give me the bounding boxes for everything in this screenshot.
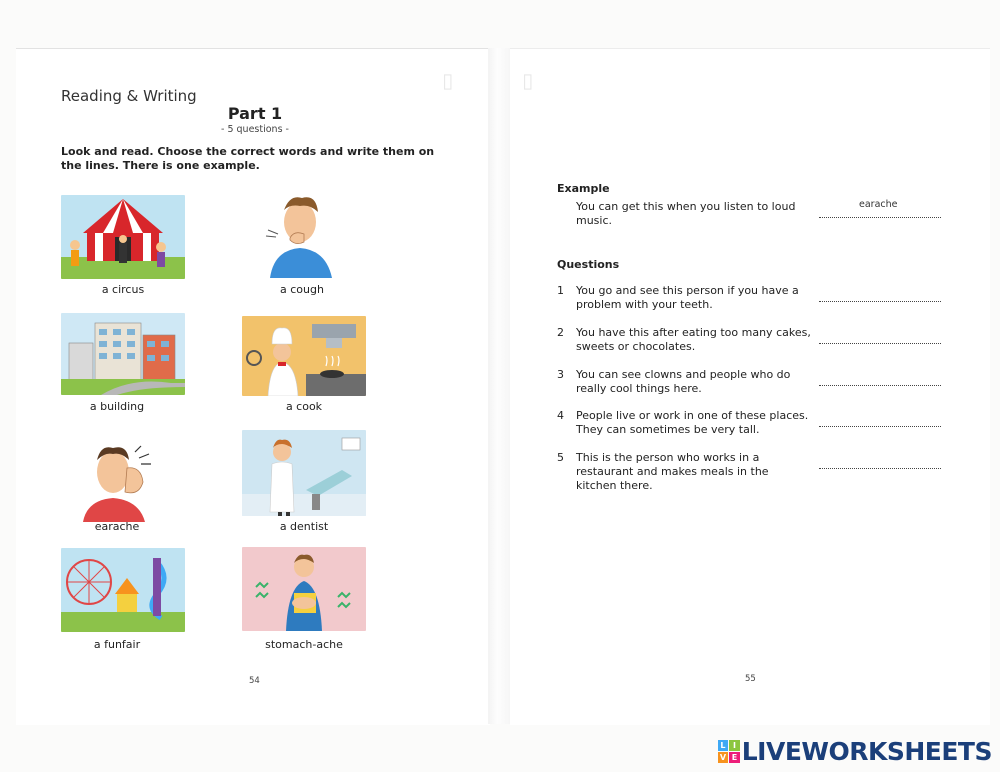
logo-letter: E xyxy=(729,752,740,763)
part-title: Part 1 xyxy=(227,104,283,123)
show-through-text: ▭ xyxy=(437,72,462,92)
question-row xyxy=(557,368,957,398)
answer-input[interactable] xyxy=(819,331,941,344)
example-text: You can get this when you listen to loud music. xyxy=(576,200,796,227)
picture-caption: a funfair xyxy=(93,638,141,651)
logo-letter: V xyxy=(718,752,729,763)
funfair-picture xyxy=(61,548,185,632)
question-text: You have this after eating too many cakes, sweets or chocolates. xyxy=(576,326,811,353)
earache-picture xyxy=(79,438,155,522)
question-row xyxy=(557,284,957,314)
question-number: 2 xyxy=(557,326,564,339)
answer-input[interactable] xyxy=(819,373,941,386)
liveworksheets-logo-icon xyxy=(718,740,740,762)
question-row xyxy=(557,451,957,492)
logo-letter: I xyxy=(729,740,740,751)
example-answer-line xyxy=(819,199,941,218)
section-label: Reading & Writing xyxy=(61,87,197,105)
dentist-picture xyxy=(242,430,366,516)
page-number: 55 xyxy=(745,674,756,684)
show-through-text: ▭ xyxy=(517,72,542,92)
question-number: 3 xyxy=(557,368,564,381)
question-text: People live or work in one of these places. They can sometimes be very tall. xyxy=(576,409,809,436)
instructions: Look and read. Choose the correct words and write them on the lines. There is one example. xyxy=(61,145,435,172)
example-heading: Example xyxy=(557,182,610,195)
picture-caption: a cough xyxy=(280,283,324,296)
picture-caption: stomach-ache xyxy=(265,638,343,651)
picture-caption: earache xyxy=(94,520,140,533)
question-number: 5 xyxy=(557,451,564,464)
answer-input[interactable] xyxy=(819,456,941,469)
page-number: 54 xyxy=(249,676,260,686)
answer-input[interactable] xyxy=(819,414,941,427)
question-number: 4 xyxy=(557,409,564,422)
part-subtitle: - 5 questions - xyxy=(221,124,289,135)
cook-picture xyxy=(242,316,366,396)
picture-caption: a circus xyxy=(101,283,145,296)
logo-letter: L xyxy=(718,740,729,751)
question-row xyxy=(557,326,957,356)
questions-heading: Questions xyxy=(557,258,620,271)
answer-input[interactable] xyxy=(819,289,941,302)
page-gutter xyxy=(488,48,512,724)
question-text: You go and see this person if you have a problem with your teeth. xyxy=(576,284,799,311)
circus-picture xyxy=(61,195,185,279)
question-row xyxy=(557,409,957,439)
building-picture xyxy=(61,313,185,395)
picture-caption: a building xyxy=(89,400,145,413)
liveworksheets-brand[interactable] xyxy=(718,736,992,766)
question-number: 1 xyxy=(557,284,564,297)
stomach-ache-picture xyxy=(242,547,366,631)
question-text: This is the person who works in a restaurant and makes meals in the kitchen there. xyxy=(576,451,769,492)
picture-caption: a dentist xyxy=(279,520,329,533)
example-answer: earache xyxy=(859,199,898,210)
cough-picture xyxy=(260,190,342,278)
picture-caption: a cook xyxy=(285,400,323,413)
brand-name: LIVEWORKSHEETS xyxy=(741,736,992,766)
example-row xyxy=(557,200,957,230)
question-text: You can see clowns and people who do really cool things here. xyxy=(576,368,791,395)
